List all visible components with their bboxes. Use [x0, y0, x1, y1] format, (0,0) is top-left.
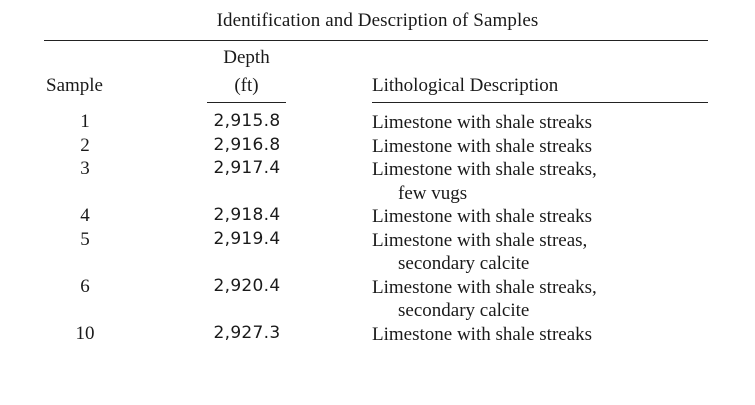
cell-depth: 2,920.4 [213, 275, 281, 296]
table-row [0, 205, 755, 229]
cell-description [372, 276, 597, 323]
cell-depth: 2,916.8 [213, 134, 281, 155]
table-row [0, 158, 755, 205]
description-line: Limestone with shale streaks, [372, 159, 597, 180]
cell-description [372, 135, 592, 159]
cell-depth: 2,917.4 [213, 158, 281, 178]
description-line: Limestone with shale streaks [372, 206, 593, 227]
cell-sample: 10 [75, 322, 95, 344]
cell-depth: 2,919.4 [213, 228, 281, 249]
cell-sample: 4 [80, 205, 90, 226]
cell-sample: 2 [80, 134, 90, 156]
table-row [0, 229, 755, 276]
cell-sample: 6 [80, 275, 90, 297]
header-depth: Depth [223, 47, 270, 68]
cell-sample: 5 [80, 228, 90, 250]
header-depth-unit: (ft) [234, 75, 259, 96]
description-line: Limestone with shale streaks, [372, 276, 597, 298]
cell-depth: 2,927.3 [213, 322, 281, 343]
top-rule [44, 40, 708, 41]
description-line: Limestone with shale streaks [372, 323, 593, 345]
description-line: Limestone with shale streas, [372, 229, 588, 251]
table-row [0, 323, 755, 347]
header-description: Lithological Description [372, 75, 559, 96]
cell-description [372, 158, 597, 205]
description-line: Limestone with shale streaks [372, 112, 593, 133]
table-body [0, 111, 755, 346]
cell-description [372, 111, 592, 135]
cell-depth: 2,915.8 [213, 111, 281, 131]
cell-depth: 2,918.4 [213, 205, 281, 225]
description-line: Limestone with shale streaks [372, 135, 593, 157]
cell-description [372, 323, 592, 347]
cell-sample: 3 [80, 158, 90, 179]
description-continuation: secondary calcite [398, 253, 530, 274]
header-sample: Sample [46, 75, 103, 96]
table-row [0, 276, 755, 323]
description-header-rule [372, 102, 708, 103]
description-continuation: few vugs [398, 182, 468, 204]
cell-sample: 1 [80, 111, 90, 132]
table-row [0, 111, 755, 135]
table-title: Identification and Description of Samples [216, 10, 539, 31]
cell-description [372, 205, 592, 229]
cell-description [372, 229, 587, 276]
table-row [0, 135, 755, 159]
depth-header-rule [207, 102, 286, 103]
description-continuation: secondary calcite [398, 300, 530, 321]
